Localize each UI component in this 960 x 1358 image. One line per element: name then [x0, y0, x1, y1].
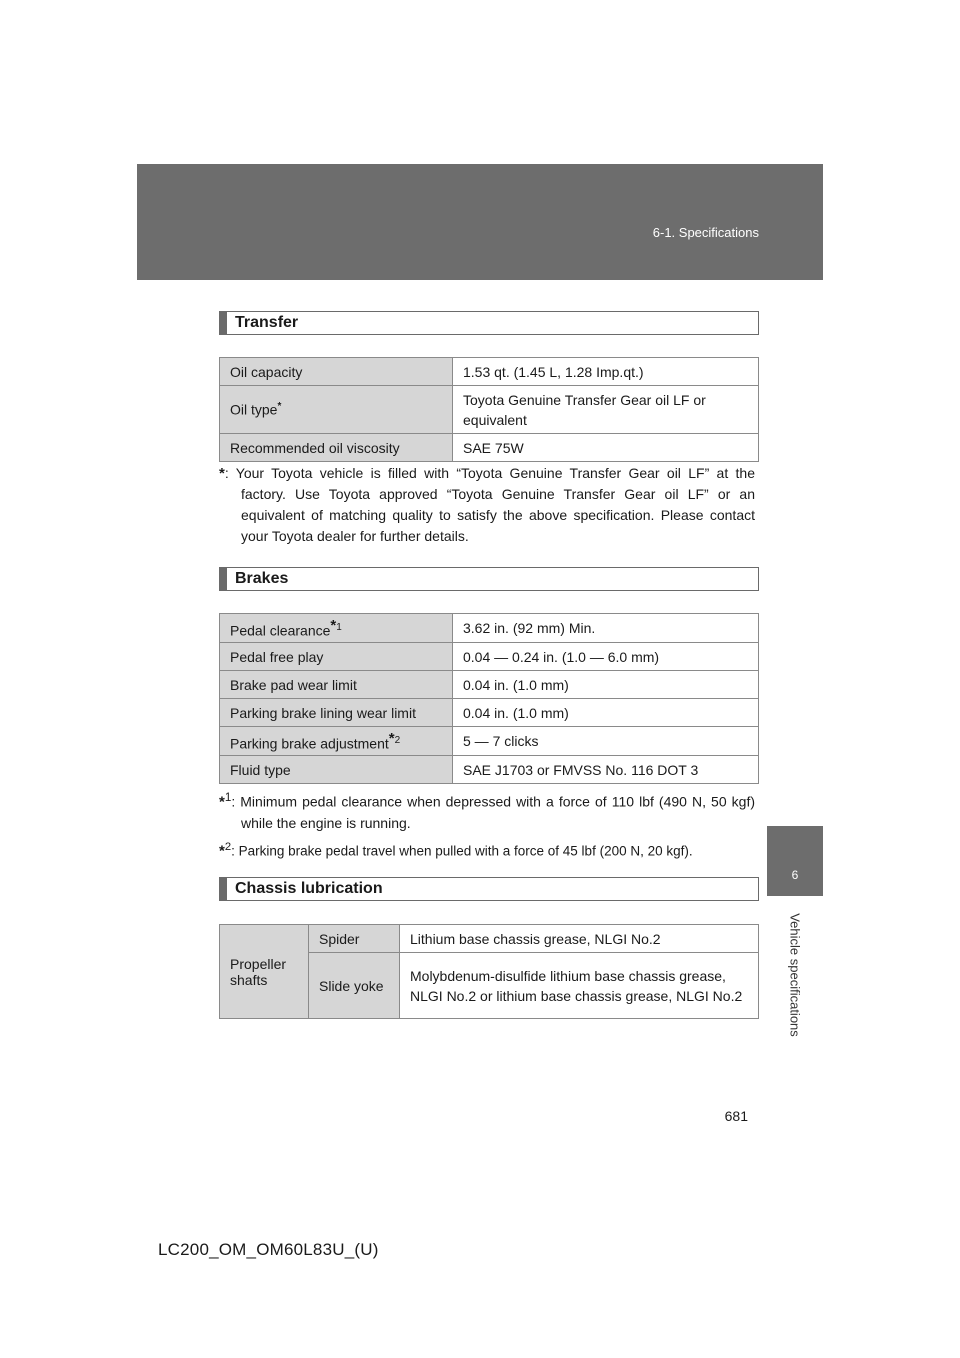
spec-value: SAE J1703 or FMVSS No. 116 DOT 3: [453, 756, 759, 784]
lubricant-value: Lithium base chassis grease, NLGI No.2: [400, 925, 759, 953]
footnote-mark: *: [388, 730, 395, 748]
spec-value: 1.53 qt. (1.45 L, 1.28 Imp.qt.): [453, 358, 759, 386]
spec-label: Recommended oil viscosity: [220, 434, 453, 462]
footnote-mark: *: [219, 793, 225, 811]
spec-value: 0.04 — 0.24 in. (1.0 — 6.0 mm): [453, 643, 759, 671]
spec-value: 0.04 in. (1.0 mm): [453, 699, 759, 727]
transfer-spec-table: [219, 357, 759, 462]
spec-value: 0.04 in. (1.0 mm): [453, 671, 759, 699]
table-row: [220, 386, 759, 434]
table-row: [220, 643, 759, 671]
spec-value: 5 — 7 clicks: [453, 727, 759, 756]
spec-label: Fluid type: [220, 756, 453, 784]
lubricant-value: Molybdenum-disulfide lithium base chassis grease, NLGI No.2 or lithium base chassis grease, NLGI No.2: [400, 953, 759, 1019]
section-heading-transfer: [219, 311, 759, 335]
chapter-tab: [767, 826, 823, 896]
footnote-mark: *: [219, 465, 225, 482]
spec-label: Brake pad wear limit: [220, 671, 453, 699]
table-row: [220, 358, 759, 386]
table-row: [220, 671, 759, 699]
group-label: Propeller shafts: [220, 925, 309, 1019]
section-title: Transfer: [235, 314, 299, 331]
section-title: Brakes: [235, 570, 289, 587]
table-row: [220, 699, 759, 727]
header-band: [137, 164, 823, 280]
footnote-text: : Your Toyota vehicle is filled with “Toyota Genuine Transfer Gear oil LF” at the factory. Use Toyota approved “Toyota Genuine Transfer Gear oil LF” or an equivalent of matching quality to satisfy the above specification. Please contact your Toyota dealer for further details.: [224, 465, 755, 544]
spec-value: 3.62 in. (92 mm) Min.: [453, 614, 759, 643]
section-breadcrumb: 6-1. Specifications: [652, 225, 759, 240]
chapter-number: 6: [791, 868, 799, 882]
brakes-footnote-1: *$^1$: Minimum pedal clearance when depressed with a force of 110 lbf (490 N, 50 kgf) while the engine is running.: [219, 791, 755, 831]
heading-bar: [220, 878, 227, 900]
heading-bar: [220, 312, 227, 334]
section-heading-brakes: [219, 567, 759, 591]
transfer-footnote: [219, 463, 755, 547]
spec-value: SAE 75W: [453, 434, 759, 462]
table-row: [220, 614, 759, 643]
part-label: Spider: [309, 925, 400, 953]
table-row: [220, 434, 759, 462]
footnote-mark: *: [277, 401, 282, 413]
part-label: Slide yoke: [309, 953, 400, 1019]
section-title: Chassis lubrication: [235, 880, 383, 897]
page-number: 681: [724, 1108, 748, 1124]
chapter-label: Vehicle specifications: [787, 913, 803, 1037]
document-code: LC200_OM_OM60L83U_(U): [158, 1240, 379, 1259]
table-row: [220, 925, 759, 953]
footnote-mark: *: [330, 617, 337, 635]
brakes-footnote-2: *$^2$: Parking brake pedal travel when pulled with a force of 45 lbf (200 N, 20 kgf).: [219, 841, 693, 860]
table-row: [220, 727, 759, 756]
spec-label: Parking brake adjustment$^{*2}$: [220, 727, 453, 756]
spec-label: Oil type*: [220, 386, 453, 434]
heading-bar: [220, 568, 227, 590]
section-heading-chassis-lubrication: [219, 877, 759, 901]
brakes-spec-table: [219, 613, 759, 784]
table-row: [220, 756, 759, 784]
chassis-lubrication-table: [219, 924, 759, 1019]
spec-label: Pedal clearance$^{*1}$: [220, 614, 453, 643]
footnote-text: : Parking brake pedal travel when pulled with a force of 45 lbf (200 N, 20 kgf).: [231, 843, 693, 859]
spec-label: Oil capacity: [220, 358, 453, 386]
footnote-mark: *: [219, 842, 225, 860]
spec-label: Parking brake lining wear limit: [220, 699, 453, 727]
footnote-text: : Minimum pedal clearance when depressed with a force of 110 lbf (490 N, 50 kgf) while the engine is running.: [231, 793, 755, 831]
spec-label: Pedal free play: [220, 643, 453, 671]
spec-value: Toyota Genuine Transfer Gear oil LF or equivalent: [453, 386, 759, 434]
